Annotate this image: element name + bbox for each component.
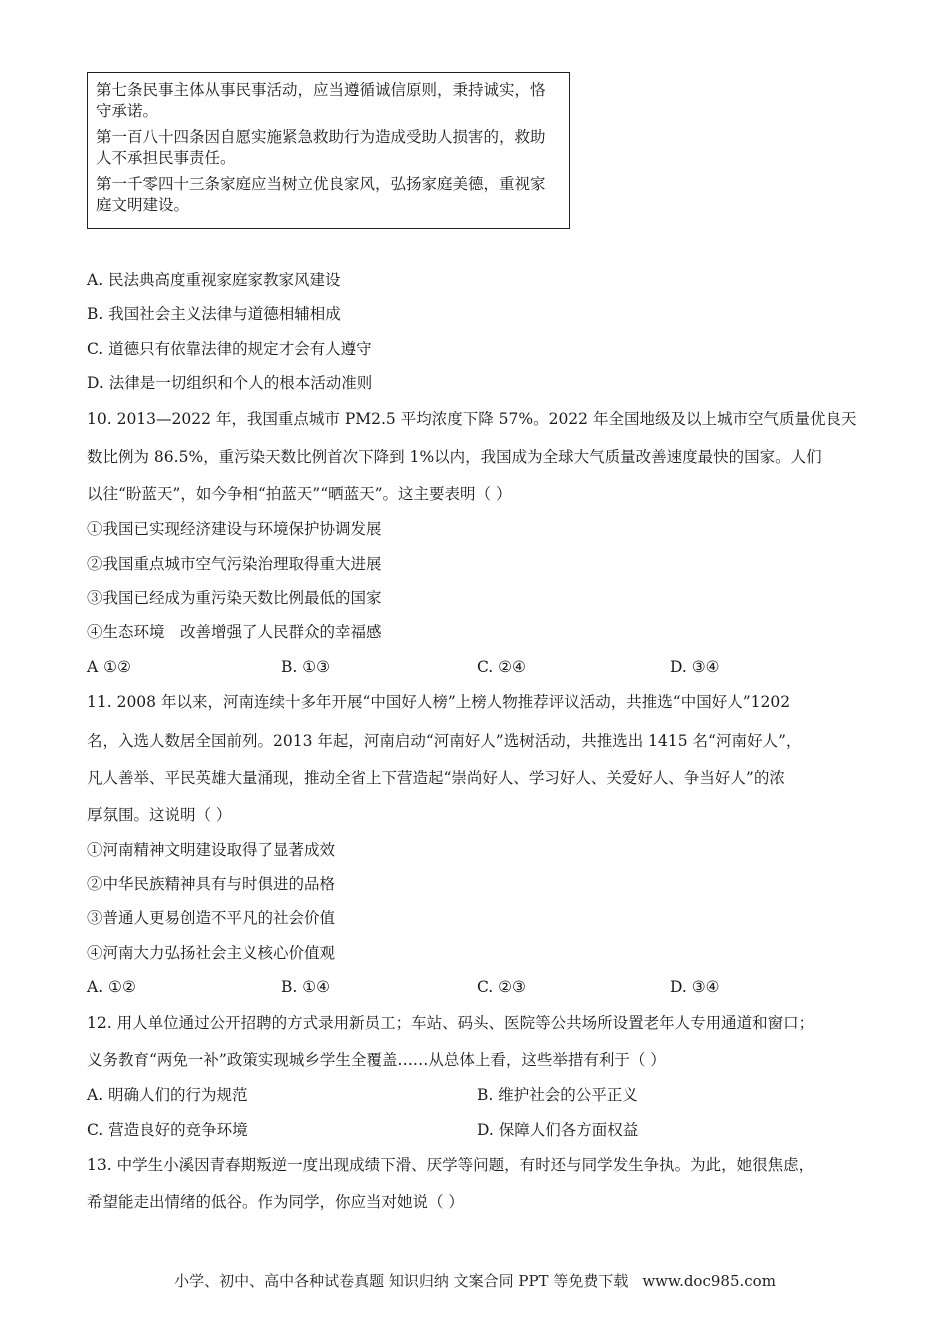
footer-site-link[interactable]: www.doc985.com	[642, 1272, 776, 1290]
q10-statement: ②我国重点城市空气污染治理取得重大进展	[87, 555, 382, 573]
q12-choice-c: C. 营造良好的竞争环境	[87, 1121, 248, 1139]
q10-stem-line: 以往“盼蓝天”，如今争相“拍蓝天”“晒蓝天”。这主要表明（ ）	[87, 485, 512, 503]
q13-stem-line: 希望能走出情绪的低谷。作为同学，你应当对她说（ ）	[87, 1193, 464, 1211]
q11-choice-d: D. ③④	[670, 978, 720, 996]
q10-choices	[87, 657, 867, 677]
law-quote-box	[87, 72, 570, 229]
q10-statement: ④生态环境 改善增强了人民群众的幸福感	[87, 623, 382, 641]
q9-option-b: B. 我国社会主义法律与道德相辅相成	[87, 305, 341, 323]
q12-stem-line: 义务教育“两免一补”政策实现城乡学生全覆盖……从总体上看，这些举措有利于（ ）	[87, 1051, 666, 1069]
q10-choice-b: B. ①③	[281, 658, 331, 676]
q11-statement: ①河南精神文明建设取得了显著成效	[87, 841, 336, 859]
q10-statement: ③我国已经成为重污染天数比例最低的国家	[87, 589, 382, 607]
q10-stem-line: 10. 2013—2022 年，我国重点城市 PM2.5 平均浓度下降 57%。2022 年全国地级及以上城市空气质量优良天	[87, 410, 857, 428]
q10-statement: ①我国已实现经济建设与环境保护协调发展	[87, 520, 382, 538]
q12-choices-row-2	[87, 1120, 867, 1140]
q11-choice-c: C. ②③	[477, 978, 526, 996]
page-footer	[0, 1270, 950, 1291]
q11-stem-line: 11. 2008 年以来，河南连续十多年开展“中国好人榜”上榜人物推荐评议活动，共推选“中国好人”1202	[87, 693, 791, 711]
q10-choice-d: D. ③④	[670, 658, 720, 676]
q11-stem-line: 厚氛围。这说明（ ）	[87, 806, 232, 824]
q11-statement: ③普通人更易创造不平凡的社会价值	[87, 909, 336, 927]
q11-choice-b: B. ①④	[281, 978, 331, 996]
q11-choices	[87, 977, 867, 997]
q9-option-a: A. 民法典高度重视家庭家教家风建设	[87, 271, 341, 289]
q11-statement: ④河南大力弘扬社会主义核心价值观	[87, 944, 336, 962]
law-article-1043: 第一千零四十三条家庭应当树立优良家风，弘扬家庭美德，重视家庭文明建设。	[96, 175, 546, 214]
q10-choice-c: C. ②④	[477, 658, 526, 676]
q11-choice-a: A. ①②	[87, 978, 136, 996]
q11-statement: ②中华民族精神具有与时俱进的品格	[87, 875, 336, 893]
q12-choice-b: B. 维护社会的公平正义	[477, 1086, 638, 1104]
law-article-7: 第七条民事主体从事民事活动，应当遵循诚信原则，秉持诚实，恪守承诺。	[96, 81, 546, 120]
q9-option-d: D. 法律是一切组织和个人的根本活动准则	[87, 374, 373, 392]
footer-text: 小学、初中、高中各种试卷真题 知识归纳 文案合同 PPT 等免费下载	[174, 1272, 629, 1290]
q12-stem-line: 12. 用人单位通过公开招聘的方式录用新员工；车站、码头、医院等公共场所设置老年人专用通道和窗口；	[87, 1014, 815, 1032]
q9-option-c: C. 道德只有依靠法律的规定才会有人遵守	[87, 340, 372, 358]
q12-choices-row-1	[87, 1085, 867, 1105]
q12-choice-a: A. 明确人们的行为规范	[87, 1086, 248, 1104]
q11-stem-line: 凡人善举、平民英雄大量涌现，推动全省上下营造起“崇尚好人、学习好人、关爱好人、争当好人”的浓	[87, 769, 785, 787]
q11-stem-line: 名，入选人数居全国前列。2013 年起，河南启动“河南好人”选树活动，共推选出 1415 名“河南好人”，	[87, 732, 802, 750]
law-article-184: 第一百八十四条因自愿实施紧急救助行为造成受助人损害的，救助人不承担民事责任。	[96, 128, 546, 167]
q10-choice-a: A ①②	[87, 658, 131, 676]
q10-stem-line: 数比例为 86.5%，重污染天数比例首次下降到 1%以内，我国成为全球大气质量改善速度最快的国家。人们	[87, 448, 822, 466]
q12-choice-d: D. 保障人们各方面权益	[477, 1121, 639, 1139]
q13-stem-line: 13. 中学生小溪因青春期叛逆一度出现成绩下滑、厌学等问题，有时还与同学发生争执。为此，她很焦虑，	[87, 1156, 815, 1174]
